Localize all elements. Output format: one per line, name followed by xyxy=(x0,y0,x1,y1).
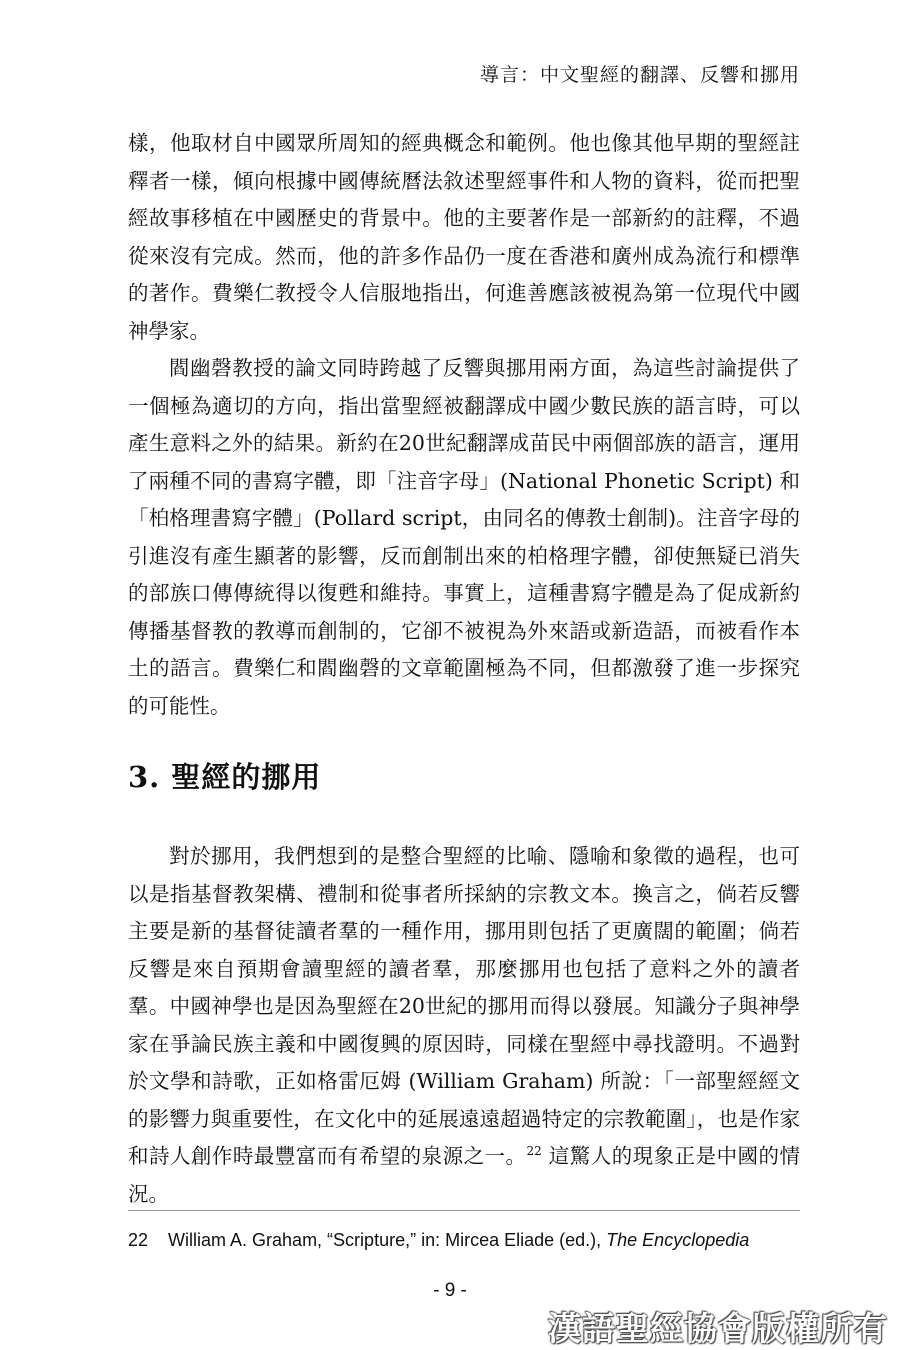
footnote-title-italic: The Encyclopedia xyxy=(606,1230,750,1250)
running-header-title: 導言：中文聖經的翻譯、反響和挪用 xyxy=(479,64,800,86)
footnote-reference[interactable]: 22 xyxy=(526,1144,542,1159)
footnote-divider xyxy=(128,1210,800,1211)
page-number: - 9 - xyxy=(433,1280,467,1301)
section-heading: 3. 聖經的挪用 xyxy=(128,760,322,794)
copyright-watermark: 漢語聖經協會版權所有 xyxy=(548,1309,888,1348)
body-paragraph-3-text: 對於挪用，我們想到的是整合聖經的比喻、隱喻和象徵的過程，也可以是指基督教架構、禮制和從事者所採納的宗教文本。換言之，倘若反響主要是新的基督徒讀者羣的一種作用，挪用則包括了更廣闊的範圍；倘若反響是來自預期會讀聖經的讀者羣，那麼挪用也包括了意料之外的讀者羣。中國神學也是因為聖經在20世紀的挪用而得以發展。知識分子與神學家在爭論民族主義和中國復興的原因時，同樣在聖經中尋找證明。不過對於文學和詩歌，正如格雷厄姆 (William Graham) 所說：「一部聖經經文的影響力與重要性，在文化中的延展遠遠超過特定的宗教範圍」，也是作家和詩人創作時最豐富而有希望的泉源之一。 xyxy=(128,844,800,1168)
body-paragraph-3-end: 這驚人的現象正是中國的情況。 xyxy=(128,1144,801,1206)
footnote-number: 22 xyxy=(128,1230,149,1250)
footnote xyxy=(128,1230,808,1251)
body-paragraph-1: 樣，他取材自中國眾所周知的經典概念和範例。他也像其他早期的聖經註釋者一樣，傾向根據中國傳統曆法敘述聖經事件和人物的資料，從而把聖經故事移植在中國歷史的背景中。他的主要著作是一部新約的註釋，不過從來沒有完成。然而，他的許多作品仍一度在香港和廣州成為流行和標準的著作。費樂仁教授令人信服地指出，何進善應該被視為第一位現代中國神學家。 xyxy=(128,131,800,343)
body-paragraph-3 xyxy=(128,838,800,1213)
footnote-text: William A. Graham, “Scripture,” in: Mircea Eliade (ed.), xyxy=(168,1230,607,1250)
body-paragraph-2: 閻幽磬教授的論文同時跨越了反響與挪用兩方面，為這些討論提供了一個極為適切的方向，指出當聖經被翻譯成中國少數民族的語言時，可以產生意料之外的結果。新約在20世紀翻譯成苗民中兩個部族的語言，運用了兩種不同的書寫字體，即「注音字母」(National Phonetic Script) 和「柏格理書寫字體」(Pollard script，由同名的傳教士創制)。注音字母的引進沒有產生顯著的影響，反而創制出來的柏格理字體，卻使無疑已消失的部族口傳傳統得以復甦和維持。事實上，這種書寫字體是為了促成新約傳播基督教的教導而創制的，它卻不被視為外來語或新造語，而被看作本土的語言。費樂仁和閻幽磬的文章範圍極為不同，但都激發了進一步探究的可能性。 xyxy=(128,356,800,718)
